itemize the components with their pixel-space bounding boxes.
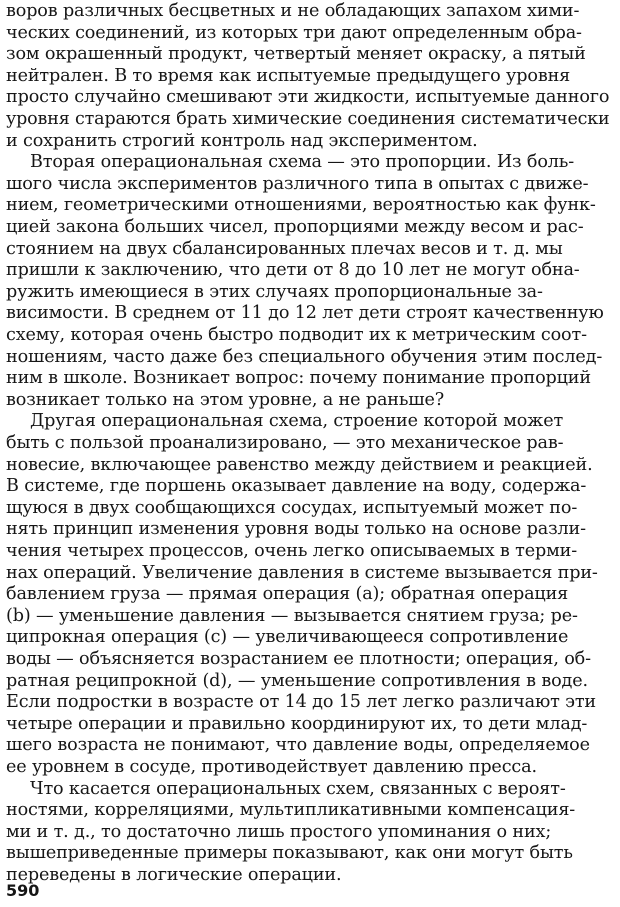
text-line: нием, геометрическими отношениями, вероятностью как функ- [6, 195, 596, 216]
text-line: чения четырех процессов, очень легко описываемых в терми- [6, 541, 577, 561]
page-number: 590 [6, 881, 40, 900]
text-line: (b) — уменьшение давления — вызывается снятием груза; ре- [6, 605, 578, 626]
text-line: ружить имеющиеся в этих случаях пропорциональные за- [6, 281, 543, 302]
text-line: переведены в логические операции. [6, 865, 342, 885]
text-line: нейтрален. В то время как испытуемые предыдущего уровня [6, 65, 571, 86]
text-line: ношениям, часто даже без специального обучения этим послед- [6, 346, 603, 367]
text-line: и сохранить строгий контроль над экспериментом. [6, 130, 478, 151]
text-line: ципрокная операция (c) — увеличивающееся сопротивление [6, 627, 569, 648]
text-line: уровня стараются брать химические соединения систематически [6, 109, 610, 129]
text-line: В системе, где поршень оказывает давление на воду, содержа- [6, 476, 587, 497]
text-line: шого числа экспериментов различного типа в опытах с движе- [6, 173, 589, 194]
text-line: ческих соединений, из которых три дают определенным обра- [6, 22, 582, 43]
text-line: возникает только на этом уровне, а не раньше? [6, 389, 445, 410]
text-line: вышеприведенные примеры показывают, как они могут быть [6, 843, 573, 864]
paragraph-first-line: Другая операциональная схема, строение которой может [30, 411, 564, 432]
text-line: стоянием на двух сбалансированных плечах весов и т. д. мы [6, 238, 563, 259]
text-line: ним в школе. Возникает вопрос: почему понимание пропорций [6, 368, 591, 389]
text-line: зом окрашенный продукт, четвертый меняет окраску, а пятый [6, 44, 586, 65]
text-line: схему, которая очень быстро подводит их к метрическим соот- [6, 325, 587, 345]
text-line: воров различных бесцветных и не обладающих запахом хими- [6, 1, 580, 21]
text-line: нять принцип изменения уровня воды только на основе разли- [6, 519, 586, 540]
paragraph-first-line: Что касается операциональных схем, связанных с вероят- [30, 778, 566, 799]
text-line: воды — объясняется возрастанием ее плотности; операция, об- [6, 649, 591, 669]
text-line: ми и т. д., то достаточно лишь простого упоминания о них; [6, 821, 552, 842]
text-line: новесие, включающее равенство между действием и реакцией. [6, 454, 593, 475]
text-line: быть с пользой проанализировано, — это механическое рав- [6, 433, 564, 453]
text-line: висимости. В среднем от 11 до 12 лет дети строят качественную [6, 303, 604, 324]
text-line: ностями, корреляциями, мультипликативными компенсация- [6, 800, 576, 821]
text-line: пришли к заключению, что дети от 8 до 10 лет не могут обна- [6, 260, 580, 281]
text-line: цией закона больших чисел, пропорциями между весом и рас- [6, 217, 584, 237]
text-line: просто случайно смешивают эти жидкости, испытуемые данного [6, 87, 610, 108]
text-line: Если подростки в возрасте от 14 до 15 лет легко различают эти [6, 692, 597, 713]
text-line: щуюся в двух сообщающихся сосудах, испытуемый может по- [6, 497, 578, 518]
text-line: четыре операции и правильно координируют их, то дети млад- [6, 713, 588, 734]
text-line: шего возраста не понимают, что давление воды, определяемое [6, 735, 590, 756]
text-line: ратная реципрокной (d), — уменьшение сопротивления в воде. [6, 670, 588, 691]
text-line: бавлением груза — прямая операция (a); обратная операция [6, 584, 569, 605]
text-line: нах операций. Увеличение давления в системе вызывается при- [6, 562, 598, 583]
paragraph-first-line: Вторая операциональная схема — это пропорции. Из боль- [30, 152, 575, 173]
text-line: ее уровнем в сосуде, противодействует давлению пресса. [6, 757, 537, 777]
